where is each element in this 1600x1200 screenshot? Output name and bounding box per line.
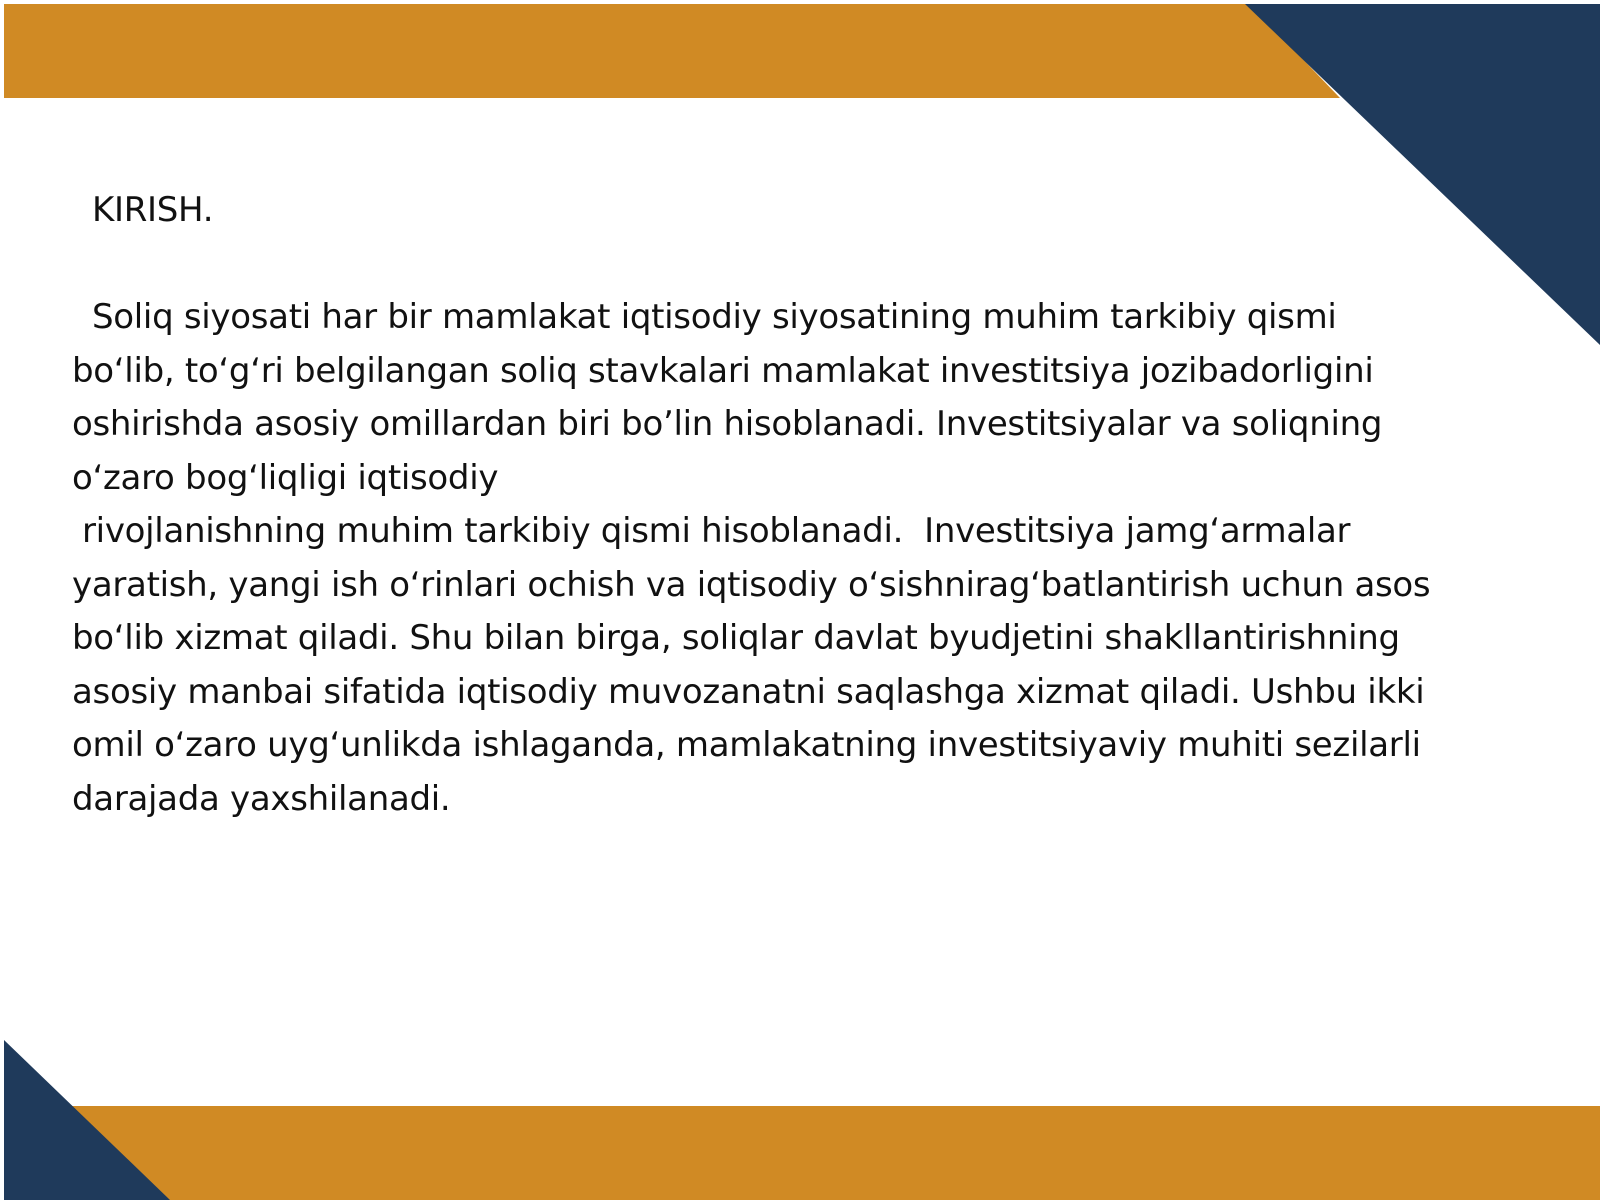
paragraph-line: bo‘lib, to‘g‘ri belgilangan soliq stavkalari mamlakat investitsiya jozibadorligini bbox=[72, 350, 1374, 391]
paragraph-line: bo‘lib xizmat qiladi. Shu bilan birga, soliqlar davlat byudjetini shakllantirishning bbox=[72, 618, 1400, 658]
paragraph-line: Soliq siyosati har bir mamlakat iqtisodiy siyosatining muhim tarkibiy qismi bbox=[92, 297, 1337, 337]
paragraph-line: o‘zaro bog‘liqligi iqtisodiy bbox=[72, 457, 499, 498]
paragraph-line: darajada yaxshilanadi. bbox=[72, 778, 451, 819]
paragraph-line: oshirishda asosiy omillardan biri bo’lin hisoblanadi. Investitsiyalar va soliqning bbox=[72, 404, 1383, 444]
paragraph-line: rivojlanishning muhim tarkibiy qismi hisoblanadi. Investitsiya jamg‘armalar bbox=[82, 511, 1351, 551]
paragraph-line: omil o‘zaro uyg‘unlikda ishlaganda, mamlakatning investitsiyaviy muhiti sezilarli bbox=[72, 725, 1421, 765]
paragraph-line: asosiy manbai sifatida iqtisodiy muvozanatni saqlashga xizmat qiladi. Ushbu ikki bbox=[72, 671, 1425, 712]
slide-heading: KIRISH. bbox=[92, 190, 214, 230]
blank-line bbox=[72, 238, 1532, 292]
paragraph-line: yaratish, yangi ish o‘rinlari ochish va iqtisodiy o‘sishnirag‘batlantirish uchun asos bbox=[72, 564, 1431, 605]
slide-text-box bbox=[72, 184, 1532, 826]
top-gold-band bbox=[4, 4, 1340, 98]
bottom-gold-band bbox=[72, 1106, 1600, 1200]
